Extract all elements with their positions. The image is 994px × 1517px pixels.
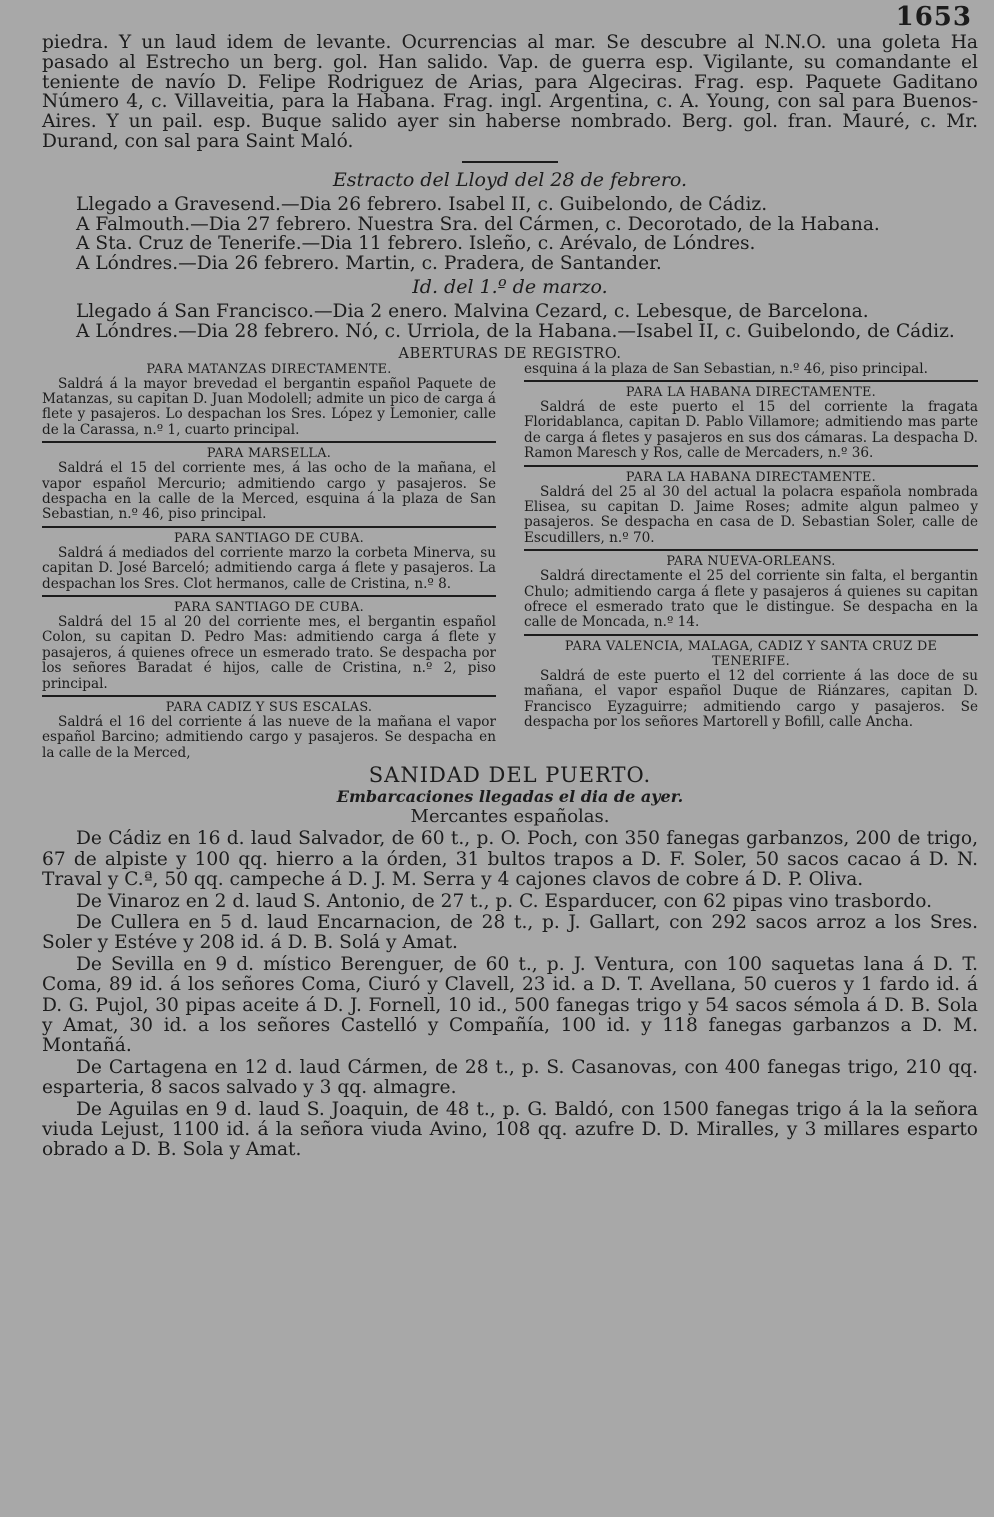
ad-divider (524, 380, 978, 382)
sanidad-section: Mercantes españolas. (410, 806, 610, 828)
arrival-entry: De Cádiz en 16 d. laud Salvador, de 60 t., p. O. Poch, con 350 fanegas garbanzos, 200 de trigo, 67 de alpiste y 100 qq. hierro a la órden, 31 bultos trapos a D. F. Soler, 50 sacos cacao á D. N. Traval y C.ª, 50 qq. campeche á D. J. M. Serra y 4 cajones clavos de cobre á D. P. Oliva. (42, 828, 978, 891)
arrival-entry: De Vinaroz en 2 d. laud S. Antonio, de 27 t., p. C. Esparducer, con 62 pipas vino trasbordo. (76, 890, 932, 912)
ad-block (42, 362, 496, 439)
lloyd-line: A Falmouth.—Dia 27 febrero. Nuestra Sra. del Cármen, c. Decorotado, de la Habana. (76, 213, 880, 235)
lloyd-title-2: Id. del 1.º de marzo. (412, 275, 608, 298)
page-number: 1653 (895, 2, 972, 32)
ad-block (42, 600, 496, 692)
sanidad-title: SANIDAD DEL PUERTO. (368, 763, 652, 788)
sanidad-subtitle: Embarcaciones llegadas el dia de ayer. (336, 787, 684, 807)
ad-heading: PARA LA HABANA DIRECTAMENTE. (625, 384, 877, 400)
ad-body: Saldrá de este puerto el 15 del corriente la fragata Floridablanca, capitan D. Pablo Villamore; admitiendo mas parte de carga á fletes y pasajeros en sus dos cámaras. La despacha D. Ramon Maresch y Ros, calle de Mercaders, n.º 36. (524, 398, 978, 462)
lloyd-line: Llegado a Gravesend.—Dia 26 febrero. Isabel II, c. Guibelondo, de Cádiz. (76, 193, 768, 215)
ad-heading: PARA LA HABANA DIRECTAMENTE. (625, 469, 877, 485)
ad-divider (42, 526, 496, 528)
intro-paragraph: piedra. Y un laud idem de levante. Ocurrencias al mar. Se descubre al N.N.O. una goleta Ha pasado al Estrecho un berg. gol. Han salido. Vap. de guerra esp. Vigilante, su comandante el teniente de navío D. Felipe Rodriguez de Arias, para Algeciras. Frag. esp. Paquete Gaditano Número 4, c. Villaveitia, para la Habana. Frag. ingl. Argentina, c. A. Young, con sal para Buenos-Aires. Y un pail. esp. Buque salido ayer sin haberse nombrado. Berg. gol. fran. Mauré, c. Mr. Durand, con sal para Saint Maló. (42, 32, 978, 152)
ad-heading: PARA MATANZAS DIRECTAMENTE. (146, 361, 392, 377)
ad-heading: PARA SANTIAGO DE CUBA. (174, 530, 364, 546)
ad-heading: PARA SANTIAGO DE CUBA. (174, 600, 364, 616)
ad-divider (524, 465, 978, 467)
ad-divider (524, 549, 978, 551)
right-column (524, 362, 978, 762)
ad-block (524, 385, 978, 462)
ad-body: Saldrá el 15 del corriente mes, á las ocho de la mañana, el vapor español Mercurio; admitiendo cargo y pasajeros. Se despacha en la calle de la Merced, esquina á la plaza de San Sebastian, n.º 46, piso principal. (42, 460, 496, 523)
ad-body: Saldrá de este puerto el 12 del corriente á las doce de su mañana, el vapor español Duque de Riánzares, capitan D. Francisco Eyzaguirre; admitiendo cargo y pasajeros. Se despacha por los señores Martorell y Bofill, calle Ancha. (524, 667, 978, 731)
aperturas-columns (42, 362, 978, 762)
ad-divider (42, 595, 496, 597)
lloyd-line: A Lóndres.—Dia 26 febrero. Martin, c. Pradera, de Santander. (76, 253, 662, 275)
ad-heading: PARA CADIZ Y SUS ESCALAS. (165, 700, 373, 716)
ad-block (42, 700, 496, 761)
ad-divider (524, 634, 978, 636)
ad-body: Saldrá á mediados del corriente marzo la corbeta Minerva, su capitan D. José Barceló; admitiendo carga á flete y pasajeros. La despachan los Sres. Clot hermanos, calle de Cristina, n.º 8. (42, 544, 496, 592)
ad-body: Saldrá á la mayor brevedad el bergantin español Paquete de Matanzas, su capitan D. Juan Modolell; admite un pico de carga á flete y pasajeros. Lo despachan los Sres. López y Lemonier, calle de la Carassa, n.º 1, cuarto principal. (42, 375, 496, 438)
lloyd-line: Llegado á San Francisco.—Dia 2 enero. Malvina Cezard, c. Lebesque, de Barcelona. (76, 300, 869, 322)
left-column (42, 362, 496, 762)
section-divider (462, 161, 558, 163)
arrival-entry: De Cartagena en 12 d. laud Cármen, de 28 t., p. S. Casanovas, con 400 fanegas trigo, 210 qq. esparteria, 8 sacos salvado y 3 qq. almagre. (42, 1056, 978, 1099)
aperturas-title: ABERTURAS DE REGISTRO. (398, 345, 622, 362)
arrival-entry: De Cullera en 5 d. laud Encarnacion, de 28 t., p. J. Gallart, con 292 sacos arroz a los Sres. Soler y Estéve y 208 id. á D. B. Solá y Amat. (42, 911, 978, 954)
ad-divider (42, 441, 496, 443)
ad-heading: PARA VALENCIA, MALAGA, CADIZ Y SANTA CRUZ DE TENERIFE. (564, 638, 938, 669)
arrival-entry: De Aguilas en 9 d. laud S. Joaquin, de 48 t., p. G. Baldó, con 1500 fanegas trigo á la la señora viuda Lejust, 1100 id. á la señora viuda Avino, 108 qq. azufre D. D. Miralles, y 3 millares esparto obrado a D. B. Sola y Amat. (42, 1098, 978, 1161)
ad-continuation: esquina á la plaza de San Sebastian, n.º 46, piso principal. (524, 360, 928, 377)
ad-block (524, 639, 978, 731)
lloyd-line: A Sta. Cruz de Tenerife.—Dia 11 febrero. Isleño, c. Arévalo, de Lóndres. (76, 233, 756, 255)
ad-heading: PARA MARSELLA. (206, 446, 332, 462)
ad-body: Saldrá directamente el 25 del corriente sin falta, el bergantin Chulo; admitiendo carga á flete y pasajeros á quienes su capitan ofrece el esmerado trato que le distingue. Se despacha en la calle de Moncada, n.º 14. (524, 568, 978, 631)
arrival-entry: De Sevilla en 9 d. místico Berenguer, de 60 t., p. J. Ventura, con 100 saquetas lana á D. T. Coma, 89 id. á los señores Coma, Ciuró y Clavell, 23 id. a D. T. Avellana, 50 cueros y 1 fardo id. á D. G. Pujol, 30 pipas aceite á D. J. Fornell, 10 id., 500 fanegas trigo y 54 sacos sémola á D. B. Sola y Amat, 30 id. a los señores Castelló y Compañía, 100 id. y 118 fanegas garbanzos a D. M. Montañá. (42, 953, 978, 1057)
lloyd-title-1: Estracto del Lloyd del 28 de febrero. (332, 168, 688, 191)
lloyd-line: A Lóndres.—Dia 28 febrero. Nó, c. Urriola, de la Habana.—Isabel II, c. Guibelondo, de Cádiz. (76, 320, 955, 342)
ad-divider (42, 695, 496, 697)
ad-body: Saldrá el 16 del corriente á las nueve de la mañana el vapor español Barcino; admitiendo cargo y pasajeros. Se despacha en la calle de la Merced, (42, 714, 496, 761)
ad-block (524, 470, 978, 547)
ad-body: Saldrá del 25 al 30 del actual la polacra española nombrada Elisea, su capitan D. Jaime Roses; admite algun palmeo y pasajeros. Se despacha en casa de D. Sebastian Soler, calle de Escudillers, n.º 70. (524, 483, 978, 546)
lloyd-extract (42, 169, 978, 342)
ad-heading: PARA NUEVA-ORLEANS. (666, 554, 836, 570)
ad-block (42, 531, 496, 592)
ad-body: Saldrá del 15 al 20 del corriente mes, el bergantin español Colon, su capitan D. Pedro Mas: admitiendo carga á flete y pasajeros, á quienes ofrece un esmerado trato. Se despacha por los señores Baradat é hijos, calle de Cristina, n.º 2, piso principal. (42, 614, 496, 692)
intro-section (42, 0, 978, 152)
ad-block (42, 446, 496, 523)
ad-block (524, 554, 978, 631)
ad-block (524, 362, 978, 377)
arrivals-list (42, 829, 978, 1161)
